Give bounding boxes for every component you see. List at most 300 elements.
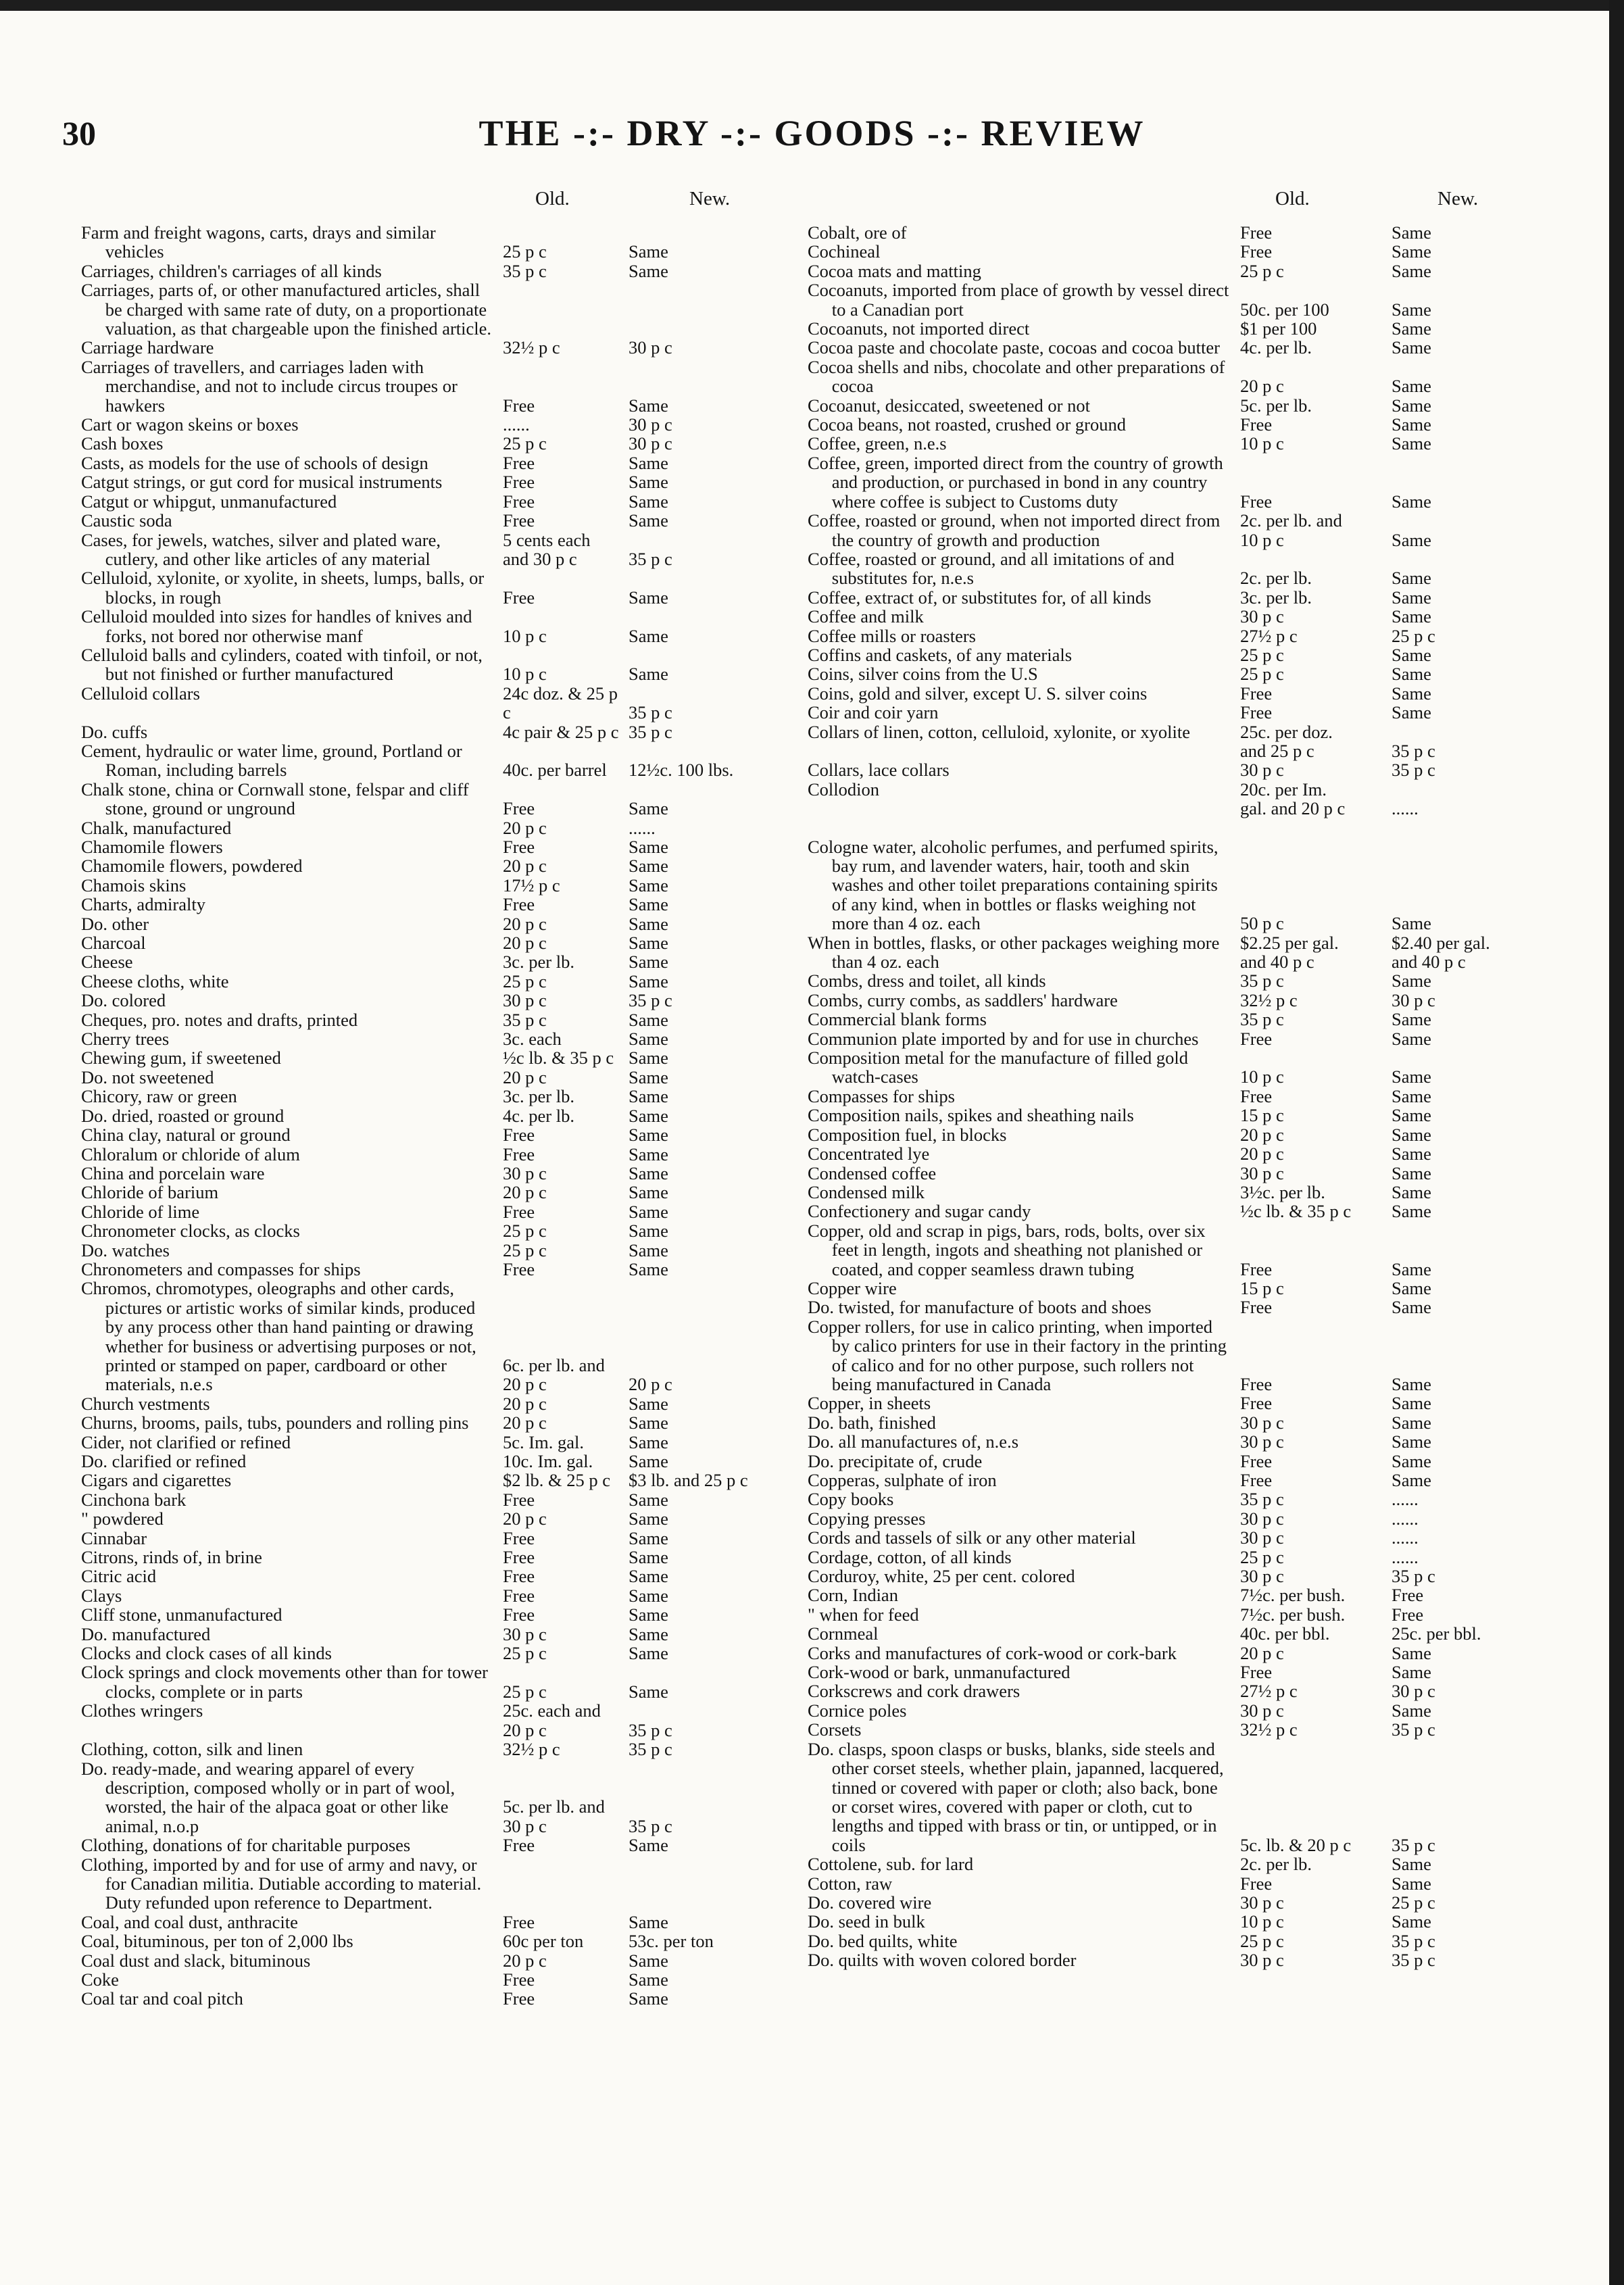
scan-top-border bbox=[0, 0, 1624, 11]
article-description: Churns, brooms, pails, tubs, pounders and rolling pins bbox=[81, 1412, 469, 1433]
article-description: Chamomile flowers, powdered bbox=[81, 856, 303, 877]
new-rate: Same bbox=[1392, 318, 1431, 339]
new-rate: Same bbox=[629, 1086, 668, 1107]
new-rate: Same bbox=[1392, 1066, 1431, 1087]
old-rate: Free bbox=[503, 837, 535, 857]
tariff-entry bbox=[81, 876, 791, 895]
tariff-entry bbox=[808, 1279, 1524, 1298]
old-rate: 25 p c bbox=[503, 1643, 547, 1664]
new-rate: Same bbox=[1392, 1258, 1431, 1279]
article-description: Chewing gum, if sweetened bbox=[81, 1048, 281, 1068]
article-description: Clothes wringers bbox=[81, 1700, 203, 1721]
tariff-entry bbox=[808, 1912, 1524, 1931]
tariff-entry bbox=[81, 1490, 791, 1509]
tariff-entry bbox=[808, 1567, 1524, 1586]
tariff-entry bbox=[81, 1452, 791, 1471]
new-rate: Same bbox=[629, 1547, 668, 1568]
article-description: Cochineal bbox=[808, 241, 881, 262]
old-rate: Free bbox=[503, 472, 535, 493]
article-description: Cocoa shells and nibs, chocolate and other preparations of cocoa bbox=[808, 356, 1230, 397]
tariff-entry bbox=[81, 1663, 791, 1701]
old-rate: 5c. lb. & 20 p c bbox=[1240, 1834, 1352, 1855]
old-rate: Free bbox=[1240, 1393, 1273, 1414]
old-rate: 20 p c bbox=[503, 1412, 547, 1433]
new-rate: Same bbox=[1392, 1105, 1431, 1126]
new-rate: Same bbox=[1392, 1412, 1431, 1433]
old-rate: Free bbox=[1240, 1662, 1273, 1683]
tariff-entry bbox=[808, 1221, 1524, 1279]
tariff-entry bbox=[81, 1068, 791, 1087]
new-rate: Same bbox=[629, 625, 668, 646]
old-rate: 3½c. per lb. bbox=[1240, 1181, 1325, 1202]
tariff-entry bbox=[81, 1625, 791, 1644]
article-description: Coke bbox=[81, 1969, 119, 1990]
new-rate: Same bbox=[629, 1144, 668, 1164]
article-description: Copper wire bbox=[808, 1277, 897, 1298]
article-description: Coffins and caskets, of any materials bbox=[808, 644, 1073, 665]
old-rate: Free bbox=[503, 1489, 535, 1510]
new-rate: ...... bbox=[1392, 1508, 1419, 1529]
new-rate: Same bbox=[629, 1623, 668, 1644]
tariff-entry bbox=[808, 1048, 1524, 1087]
old-rate: 35 p c bbox=[1240, 970, 1284, 991]
new-rate: Same bbox=[629, 1048, 668, 1068]
new-rate: Same bbox=[629, 894, 668, 915]
old-rate: Free bbox=[1240, 491, 1273, 512]
new-rate-header: New. bbox=[689, 188, 731, 210]
old-rate: 50c. per 100 bbox=[1240, 299, 1329, 320]
tariff-entry bbox=[81, 415, 791, 434]
new-rate: Same bbox=[629, 510, 668, 531]
old-rate: 10 p c bbox=[503, 664, 547, 685]
old-rate: 20 p c bbox=[503, 1393, 547, 1414]
article-description: Cases, for jewels, watches, silver and plated ware, cutlery, and other like articles of any material bbox=[81, 529, 445, 569]
new-rate: Same bbox=[1392, 529, 1431, 550]
article-description: Do. covered wire bbox=[808, 1892, 932, 1913]
old-rate: 2c. per lb. bbox=[1240, 1854, 1312, 1875]
tariff-entry bbox=[808, 1144, 1524, 1163]
old-rate: 35 p c bbox=[1240, 1009, 1284, 1030]
article-description: Chloride of barium bbox=[81, 1182, 219, 1203]
old-rate: 40c. per bbl. bbox=[1240, 1623, 1330, 1644]
tariff-entry bbox=[808, 933, 1524, 972]
tariff-entry bbox=[81, 434, 791, 453]
old-rate: 30 p c bbox=[1240, 1527, 1284, 1548]
new-rate: Same bbox=[629, 1950, 668, 1971]
article-description: Do. other bbox=[81, 913, 149, 934]
article-description: Copper, in sheets bbox=[808, 1393, 931, 1414]
new-rate: Same bbox=[1392, 491, 1431, 512]
tariff-entry bbox=[808, 684, 1524, 703]
tariff-entry bbox=[808, 1740, 1524, 1854]
new-rate: Same bbox=[629, 1009, 668, 1030]
tariff-entry bbox=[808, 415, 1524, 434]
new-rate: Same bbox=[1392, 1700, 1431, 1721]
tariff-entry bbox=[81, 1413, 791, 1432]
new-rate: ...... bbox=[1392, 1527, 1419, 1548]
article-description: Corks and manufactures of cork-wood or cork-bark bbox=[808, 1642, 1177, 1663]
old-rate: 24c doz. & 25 p c bbox=[503, 683, 622, 723]
new-rate: 25 p c bbox=[1392, 625, 1435, 646]
old-rate: 10c. Im. gal. bbox=[503, 1451, 593, 1471]
article-description: Do. cuffs bbox=[81, 721, 148, 742]
old-rate: 30 p c bbox=[1240, 1892, 1284, 1913]
article-description: Cigars and cigarettes bbox=[81, 1470, 232, 1491]
article-description: China and porcelain ware bbox=[81, 1162, 265, 1183]
tariff-entry bbox=[81, 972, 791, 991]
new-rate: Same bbox=[1392, 337, 1431, 358]
tariff-entry bbox=[81, 568, 791, 607]
old-rate: $1 per 100 bbox=[1240, 318, 1317, 339]
tariff-entry bbox=[81, 511, 791, 530]
tariff-entry bbox=[81, 1548, 791, 1567]
new-rate: Same bbox=[1392, 260, 1431, 281]
article-description: Do. precipitate of, crude bbox=[808, 1450, 983, 1471]
article-description: Carriages, children's carriages of all kinds bbox=[81, 260, 382, 281]
tariff-entry bbox=[81, 1855, 791, 1913]
old-rate: 20 p c bbox=[1240, 1124, 1284, 1145]
article-description: Concentrated lye bbox=[808, 1144, 930, 1164]
new-rate: Same bbox=[1392, 1277, 1431, 1298]
new-rate: Same bbox=[1392, 664, 1431, 685]
tariff-entry bbox=[81, 1529, 791, 1548]
tariff-entry bbox=[808, 1509, 1524, 1528]
new-rate: Same bbox=[629, 1527, 668, 1548]
tariff-entry bbox=[81, 1241, 791, 1260]
article-description: Chamois skins bbox=[81, 875, 187, 895]
article-description: Cotton, raw bbox=[808, 1873, 893, 1894]
article-description: Composition fuel, in blocks bbox=[808, 1124, 1007, 1145]
tariff-entry bbox=[808, 1029, 1524, 1048]
new-rate: ...... bbox=[1392, 1489, 1419, 1510]
tariff-entry bbox=[81, 780, 791, 818]
article-description: Corsets bbox=[808, 1719, 862, 1740]
new-rate: Same bbox=[1392, 1662, 1431, 1683]
new-rate: Free bbox=[1392, 1585, 1424, 1606]
article-description: Cider, not clarified or refined bbox=[81, 1431, 291, 1452]
new-rate: Same bbox=[1392, 299, 1431, 320]
article-description: Chromos, chromotypes, oleographs and other cards, pictures or artistic works of similar kinds, produced by any process other than hand painting or drawing whether for business or advertising purposes or not, printed or stamped on paper, cardboard or other materials, n.e.s bbox=[81, 1278, 481, 1395]
tariff-entry bbox=[808, 703, 1524, 722]
article-description: Cornmeal bbox=[808, 1623, 879, 1644]
old-rate: 30 p c bbox=[1240, 1431, 1284, 1452]
article-description: When in bottles, flasks, or other packages weighing more than 4 oz. each bbox=[808, 932, 1224, 973]
article-description: Carriages of travellers, and carriages laden with merchandise, and not to include circus troupes or hawkers bbox=[81, 356, 462, 416]
old-rate: Free bbox=[503, 1585, 535, 1606]
old-rate: 25 p c bbox=[1240, 644, 1284, 665]
article-description: Caustic soda bbox=[81, 510, 172, 531]
new-rate: Same bbox=[629, 472, 668, 493]
article-description: Corn, Indian bbox=[808, 1585, 898, 1606]
article-description: Citrons, rinds of, in brine bbox=[81, 1547, 262, 1568]
old-rate: Free bbox=[1240, 414, 1273, 435]
new-rate: Same bbox=[1392, 1201, 1431, 1222]
tariff-entry bbox=[81, 223, 791, 262]
new-rate: Free bbox=[1392, 1604, 1424, 1625]
tariff-entry bbox=[81, 338, 791, 357]
tariff-entry bbox=[81, 684, 791, 722]
old-rate: 35 p c bbox=[503, 260, 547, 281]
tariff-entry bbox=[81, 741, 791, 780]
new-rate: Same bbox=[629, 1451, 668, 1471]
article-description: Clothing, imported by and for use of army and navy, or for Canadian militia. Dutiable according to material. Duty refunded upon reference to Department. bbox=[81, 1854, 486, 1913]
new-rate: Same bbox=[629, 1221, 668, 1242]
article-description: Cocoanuts, not imported direct bbox=[808, 318, 1030, 339]
new-rate: Same bbox=[1392, 395, 1431, 416]
tariff-entry bbox=[808, 645, 1524, 664]
tariff-entry bbox=[808, 722, 1524, 761]
article-description: Charcoal bbox=[81, 933, 146, 954]
tariff-entry bbox=[81, 1970, 791, 1989]
article-description: Communion plate imported by and for use in churches bbox=[808, 1028, 1199, 1049]
tariff-entry bbox=[808, 1681, 1524, 1700]
tariff-entry bbox=[81, 1951, 791, 1970]
old-rate: Free bbox=[503, 452, 535, 473]
new-rate: ...... bbox=[1392, 798, 1419, 819]
article-description: Collodion bbox=[808, 779, 880, 800]
old-rate: 15 p c bbox=[1240, 1105, 1284, 1126]
new-rate: 35 p c bbox=[1392, 760, 1435, 781]
article-description: Cinnabar bbox=[81, 1527, 147, 1548]
article-description: Chloride of lime bbox=[81, 1201, 200, 1222]
article-description: Chronometer clocks, as clocks bbox=[81, 1221, 300, 1242]
new-rate: ...... bbox=[629, 817, 656, 838]
new-rate: Same bbox=[1392, 702, 1431, 723]
article-description: Cords and tassels of silk or any other material bbox=[808, 1527, 1136, 1548]
article-description: Corkscrews and cork drawers bbox=[808, 1681, 1020, 1702]
new-rate: Same bbox=[1392, 970, 1431, 991]
old-rate: 60c per ton bbox=[503, 1931, 584, 1952]
new-rate: Same bbox=[1392, 913, 1431, 934]
old-rate: 3c. per lb. bbox=[503, 1086, 574, 1107]
new-rate: Same bbox=[629, 875, 668, 895]
tariff-entry bbox=[808, 837, 1524, 933]
new-rate: Same bbox=[1392, 1162, 1431, 1183]
old-rate: 10 p c bbox=[1240, 1911, 1284, 1932]
new-rate: 30 p c bbox=[629, 414, 672, 435]
article-description: Catgut or whipgut, unmanufactured bbox=[81, 491, 337, 512]
old-rate: 7½c. per bush. bbox=[1240, 1585, 1346, 1606]
tariff-entry bbox=[808, 607, 1524, 626]
old-rate: 3c. per lb. bbox=[503, 952, 574, 973]
tariff-entry bbox=[81, 952, 791, 971]
tariff-entry bbox=[81, 1644, 791, 1663]
tariff-entry bbox=[808, 1202, 1524, 1221]
tariff-entry bbox=[81, 1010, 791, 1029]
tariff-entry bbox=[808, 1701, 1524, 1720]
new-rate: Same bbox=[629, 1412, 668, 1433]
article-description: Cocoanuts, imported from place of growth by vessel direct to a Canadian port bbox=[808, 280, 1233, 320]
new-rate: Same bbox=[1392, 1373, 1431, 1394]
old-rate: ...... bbox=[503, 414, 530, 435]
tariff-entry bbox=[808, 1874, 1524, 1893]
article-description: Coins, silver coins from the U.S bbox=[808, 664, 1038, 685]
tariff-entry bbox=[81, 1394, 791, 1413]
new-rate: Same bbox=[629, 1201, 668, 1222]
tariff-entry bbox=[808, 319, 1524, 338]
new-rate: Same bbox=[1392, 433, 1431, 454]
tariff-entry bbox=[81, 1125, 791, 1144]
tariff-entry bbox=[81, 607, 791, 645]
article-description: Cheques, pro. notes and drafts, printed bbox=[81, 1009, 358, 1030]
new-rate: 20 p c bbox=[629, 1374, 672, 1395]
article-description: Carriages, parts of, or other manufactured articles, shall be charged with same rate of duty, on a proportionate valuation, as that chargeable upon the finished article. bbox=[81, 280, 492, 339]
new-rate: 35 p c bbox=[1392, 1950, 1435, 1971]
new-rate: 30 p c bbox=[1392, 1681, 1435, 1702]
tariff-entry bbox=[808, 1605, 1524, 1624]
tariff-entry bbox=[81, 722, 791, 741]
old-rate: 30 p c bbox=[1240, 1508, 1284, 1529]
tariff-entry bbox=[808, 1317, 1524, 1394]
article-description: Collars, lace collars bbox=[808, 760, 950, 781]
tariff-entry bbox=[808, 1087, 1524, 1106]
article-description: Cocoa beans, not roasted, crushed or ground bbox=[808, 414, 1126, 435]
article-description: Coffee mills or roasters bbox=[808, 625, 976, 646]
old-rate: 25 p c bbox=[503, 241, 547, 262]
old-rate: 25 p c bbox=[503, 1239, 547, 1260]
article-description: Chloralum or chloride of alum bbox=[81, 1144, 300, 1164]
article-description: Do. bed quilts, white bbox=[808, 1930, 958, 1951]
tariff-entry bbox=[808, 1432, 1524, 1451]
old-rate: 27½ p c bbox=[1240, 625, 1298, 646]
tariff-entry bbox=[81, 262, 791, 280]
old-rate: Free bbox=[503, 587, 535, 608]
article-description: Celluloid balls and cylinders, coated with tinfoil, or not, but not finished or further manufactured bbox=[81, 644, 487, 685]
tariff-entry bbox=[81, 645, 791, 684]
old-rate: 25 p c bbox=[1240, 1546, 1284, 1567]
tariff-entry bbox=[808, 262, 1524, 280]
tariff-entry bbox=[808, 396, 1524, 415]
tariff-entry bbox=[808, 1298, 1524, 1317]
old-rate-header: Old. bbox=[535, 188, 570, 210]
old-rate: 5c. per lb. bbox=[1240, 395, 1312, 416]
old-rate: 2c. per lb. bbox=[1240, 568, 1312, 589]
article-description: Catgut strings, or gut cord for musical instruments bbox=[81, 472, 443, 493]
old-rate: Free bbox=[503, 510, 535, 531]
new-rate: Same bbox=[629, 1258, 668, 1279]
new-rate: 12½c. 100 lbs. bbox=[629, 760, 734, 781]
old-rate: 20 p c bbox=[503, 1950, 547, 1971]
new-rate: Same bbox=[629, 1911, 668, 1932]
tariff-entry bbox=[808, 1010, 1524, 1029]
article-description: Copying presses bbox=[808, 1508, 926, 1529]
old-rate: 4c. per lb. bbox=[503, 1105, 574, 1126]
tariff-column-right bbox=[808, 188, 1524, 1971]
scan-right-border bbox=[1609, 0, 1624, 2285]
article-description: Corduroy, white, 25 per cent. colored bbox=[808, 1566, 1075, 1587]
article-description: Farm and freight wagons, carts, drays and similar vehicles bbox=[81, 222, 441, 262]
old-rate: Free bbox=[503, 395, 535, 416]
old-rate: $2 lb. & 25 p c bbox=[503, 1470, 610, 1491]
article-description: Cocoanut, desiccated, sweetened or not bbox=[808, 395, 1090, 416]
article-description: Do. not sweetened bbox=[81, 1066, 214, 1087]
tariff-entry bbox=[808, 1663, 1524, 1681]
new-rate: Same bbox=[629, 452, 668, 473]
old-rate: 30 p c bbox=[1240, 606, 1284, 627]
old-rate: 32½ p c bbox=[503, 337, 560, 358]
old-rate: 25 p c bbox=[1240, 1930, 1284, 1951]
new-rate: Same bbox=[1392, 1181, 1431, 1202]
old-rate: Free bbox=[503, 1604, 535, 1625]
article-description: Celluloid collars bbox=[81, 683, 200, 704]
old-rate: 30 p c bbox=[503, 1162, 547, 1183]
tariff-entry bbox=[81, 933, 791, 952]
old-rate: 20 p c bbox=[503, 856, 547, 877]
new-rate: Same bbox=[629, 664, 668, 685]
new-rate: Same bbox=[629, 856, 668, 877]
new-rate: Same bbox=[1392, 241, 1431, 262]
old-rate: 25 p c bbox=[1240, 664, 1284, 685]
old-rate: 17½ p c bbox=[503, 875, 560, 895]
old-rate: 50 p c bbox=[1240, 913, 1284, 934]
new-rate: $3 lb. and 25 p c bbox=[629, 1470, 748, 1491]
tariff-entry bbox=[808, 760, 1524, 779]
article-description: Coins, gold and silver, except U. S. silver coins bbox=[808, 683, 1148, 704]
new-rate: Same bbox=[629, 837, 668, 857]
article-description: Chamomile flowers bbox=[81, 837, 223, 857]
tariff-entry bbox=[808, 434, 1524, 453]
tariff-entry bbox=[808, 1932, 1524, 1950]
article-description: Cement, hydraulic or water lime, ground, Portland or Roman, including barrels bbox=[81, 740, 467, 781]
article-description: " when for feed bbox=[808, 1604, 919, 1625]
new-rate: Same bbox=[629, 1182, 668, 1203]
tariff-entry bbox=[808, 453, 1524, 511]
article-description: Cottolene, sub. for lard bbox=[808, 1854, 974, 1875]
tariff-entry bbox=[808, 1854, 1524, 1873]
old-rate: Free bbox=[1240, 1873, 1273, 1894]
new-rate: Same bbox=[1392, 222, 1431, 243]
new-rate: Same bbox=[629, 1029, 668, 1050]
tariff-entry bbox=[808, 1394, 1524, 1412]
old-rate: 10 p c bbox=[1240, 433, 1284, 454]
article-description: Celluloid, xylonite, or xyolite, in sheets, lumps, balls, or blocks, in rough bbox=[81, 568, 489, 608]
new-rate: Same bbox=[629, 587, 668, 608]
tariff-entry bbox=[808, 1106, 1524, 1125]
tariff-entry bbox=[808, 1950, 1524, 1969]
new-rate: 35 p c bbox=[629, 1739, 672, 1760]
new-rate: 35 p c bbox=[629, 721, 672, 742]
tariff-entry bbox=[81, 1145, 791, 1164]
article-description: Do. bath, finished bbox=[808, 1412, 936, 1433]
tariff-entry bbox=[81, 895, 791, 914]
old-rate: 20 p c bbox=[503, 1508, 547, 1529]
tariff-column-left bbox=[81, 188, 791, 2009]
new-rate: 35 p c bbox=[629, 702, 672, 723]
new-rate: 35 p c bbox=[1392, 1930, 1435, 1951]
article-description: Clays bbox=[81, 1585, 122, 1606]
old-rate: Free bbox=[503, 1566, 535, 1587]
new-rate: Same bbox=[1392, 1085, 1431, 1106]
article-description: Do. clasps, spoon clasps or busks, blanks, side steels and other corset steels, whether plain, japanned, lacquered, tinned or covered with paper or cloth; also back, bone or corset wires, covered with paper or cloth, cut to lengths and tipped with brass or tin, or untipped, or in coils bbox=[808, 1738, 1229, 1855]
new-rate: Same bbox=[1392, 1009, 1431, 1030]
tariff-entry bbox=[808, 511, 1524, 549]
tariff-entry bbox=[81, 1279, 791, 1394]
tariff-entry bbox=[81, 818, 791, 837]
article-description: Cordage, cotton, of all kinds bbox=[808, 1546, 1012, 1567]
tariff-entry bbox=[808, 780, 1524, 818]
tariff-entry bbox=[81, 1740, 791, 1759]
article-description: Church vestments bbox=[81, 1393, 210, 1414]
page-number: 30 bbox=[62, 114, 96, 152]
old-rate: Free bbox=[503, 1547, 535, 1568]
new-rate: Same bbox=[1392, 587, 1431, 608]
article-description: Coal, and coal dust, anthracite bbox=[81, 1911, 298, 1932]
old-rate: Free bbox=[1240, 1373, 1273, 1394]
new-rate: 53c. per ton bbox=[629, 1931, 714, 1952]
tariff-entry bbox=[81, 1586, 791, 1605]
article-description: Celluloid moulded into sizes for handles of knives and forks, not bored nor otherwise manf bbox=[81, 606, 477, 646]
article-description: Do. colored bbox=[81, 990, 166, 1011]
